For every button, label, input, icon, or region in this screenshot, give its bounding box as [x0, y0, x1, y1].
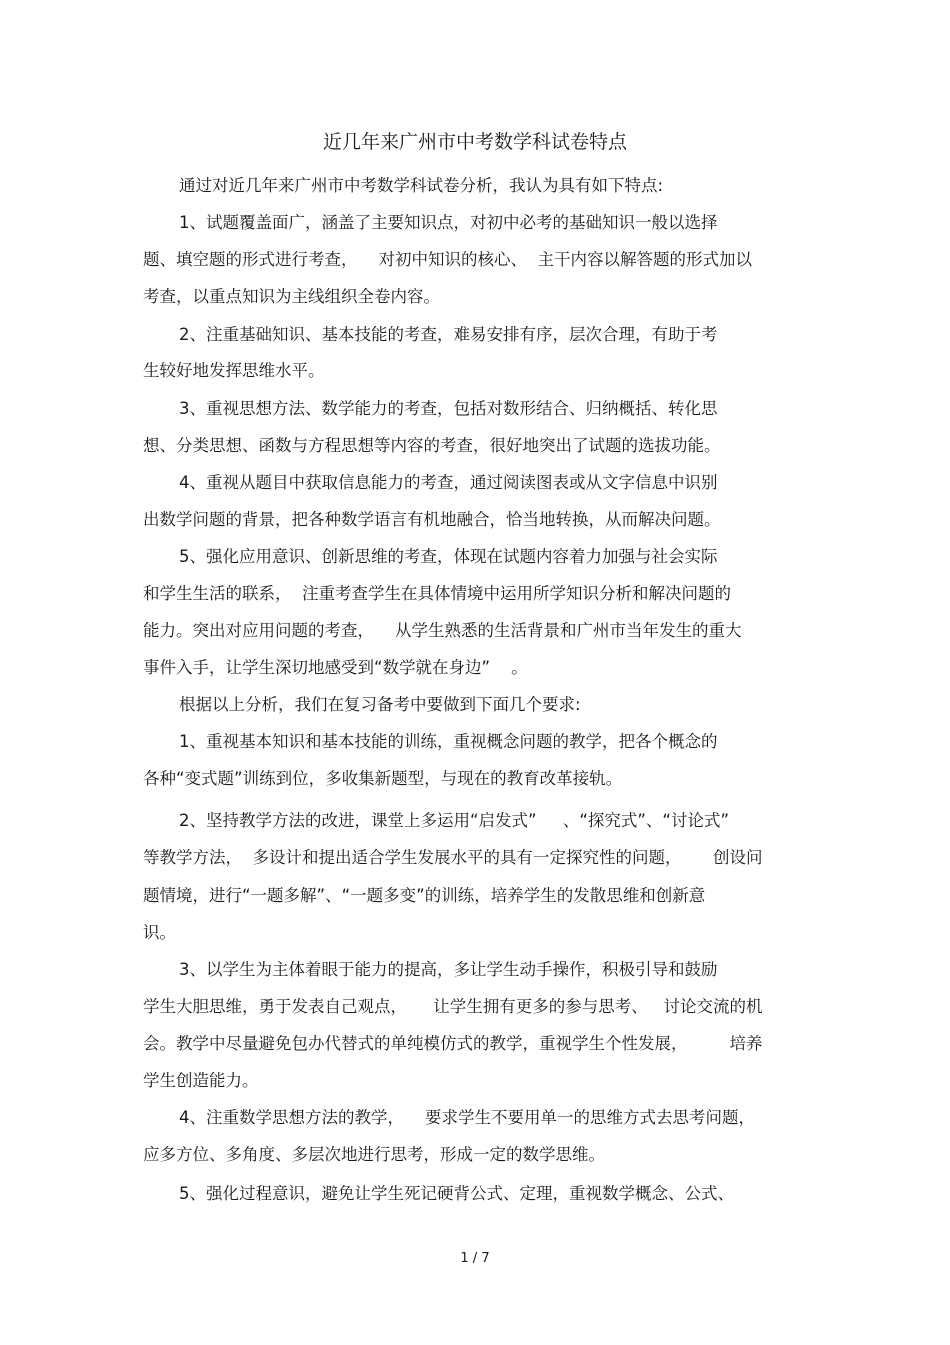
paragraph-line: 根据以上分析，我们在复习备考中要做到下面几个要求: — [179, 695, 581, 714]
paragraph-line: 通过对近几年来广州市中考数学科试卷分析，我认为具有如下特点: — [179, 176, 664, 195]
paragraph-line: 4、重视从题目中获取信息能力的考查，通过阅读图表或从文字信息中识别 — [179, 473, 718, 492]
paragraph-line: 3、以学生为主体着眼于能力的提高，多让学生动手操作，积极引导和鼓励 — [179, 960, 718, 979]
paragraph-line: 题、填空题的形式进行考查， 对初中知识的核心、 主干内容以解答题的形式加以 — [143, 250, 752, 269]
paragraph-line: 等教学方法， 多设计和提出适合学生发展水平的具有一定探究性的问题， 创设问 — [143, 848, 763, 867]
document-title: 近几年来广州市中考数学科试卷特点 — [322, 131, 627, 153]
paragraph-line: 事件入手，让学生深切地感受到“数学就在身边” 。 — [143, 658, 528, 677]
paragraph-line: 2、坚持教学方法的改进，课堂上多运用“启发式” 、“探究式”、“讨论式” — [179, 811, 730, 830]
page-number: 1 / 7 — [460, 1251, 490, 1266]
paragraph-line: 学生创造能力。 — [143, 1071, 259, 1090]
paragraph-line: 4、注重数学思想方法的教学， 要求学生不要用单一的思维方式去思考问题， — [179, 1108, 755, 1127]
paragraph-line: 1、重视基本知识和基本技能的训练，重视概念问题的教学，把各个概念的 — [179, 732, 718, 751]
paragraph-line: 题情境，进行“一题多解”、“一题多变”的训练，培养学生的发散思维和创新意 — [143, 886, 706, 905]
paragraph-line: 5、强化应用意识、创新思维的考查，体现在试题内容着力加强与社会实际 — [179, 547, 718, 566]
paragraph-line: 识。 — [143, 923, 176, 942]
paragraph-line: 各种“变式题”训练到位，多收集新题型，与现在的教育改革接轨。 — [143, 769, 623, 788]
paragraph-line: 5、强化过程意识，避免让学生死记硬背公式、定理，重视数学概念、公式、 — [179, 1184, 734, 1203]
paragraph-line: 学生大胆思维，勇于发表自己观点， 让学生拥有更多的参与思考、 讨论交流的机 — [143, 997, 763, 1016]
paragraph-line: 出数学问题的背景，把各种数学语言有机地融合，恰当地转换，从而解决问题。 — [143, 510, 721, 529]
paragraph-line: 和学生生活的联系， 注重考查学生在具体情境中运用所学知识分析和解决问题的 — [143, 584, 731, 603]
paragraph-line: 2、注重基础知识、基本技能的考查，难易安排有序，层次合理，有助于考 — [179, 325, 718, 344]
paragraph-line: 会。教学中尽量避免包办代替式的单纯模仿式的教学，重视学生个性发展， 培养 — [143, 1034, 763, 1053]
paragraph-line: 想、分类思想、函数与方程思想等内容的考查，很好地突出了试题的选拔功能。 — [143, 436, 721, 455]
paragraph-line: 考查，以重点知识为主线组织全卷内容。 — [143, 287, 440, 306]
paragraph-line: 生较好地发挥思维水平。 — [143, 361, 325, 380]
paragraph-line: 3、重视思想方法、数学能力的考查，包括对数形结合、归纳概括、转化思 — [179, 399, 718, 418]
paragraph-line: 1、试题覆盖面广，涵盖了主要知识点，对初中必考的基础知识一般以选择 — [179, 213, 718, 232]
paragraph-line: 能力。突出对应用问题的考查， 从学生熟悉的生活背景和广州市当年发生的重大 — [143, 621, 742, 640]
paragraph-line: 应多方位、多角度、多层次地进行思考，形成一定的数学思维。 — [143, 1145, 605, 1164]
